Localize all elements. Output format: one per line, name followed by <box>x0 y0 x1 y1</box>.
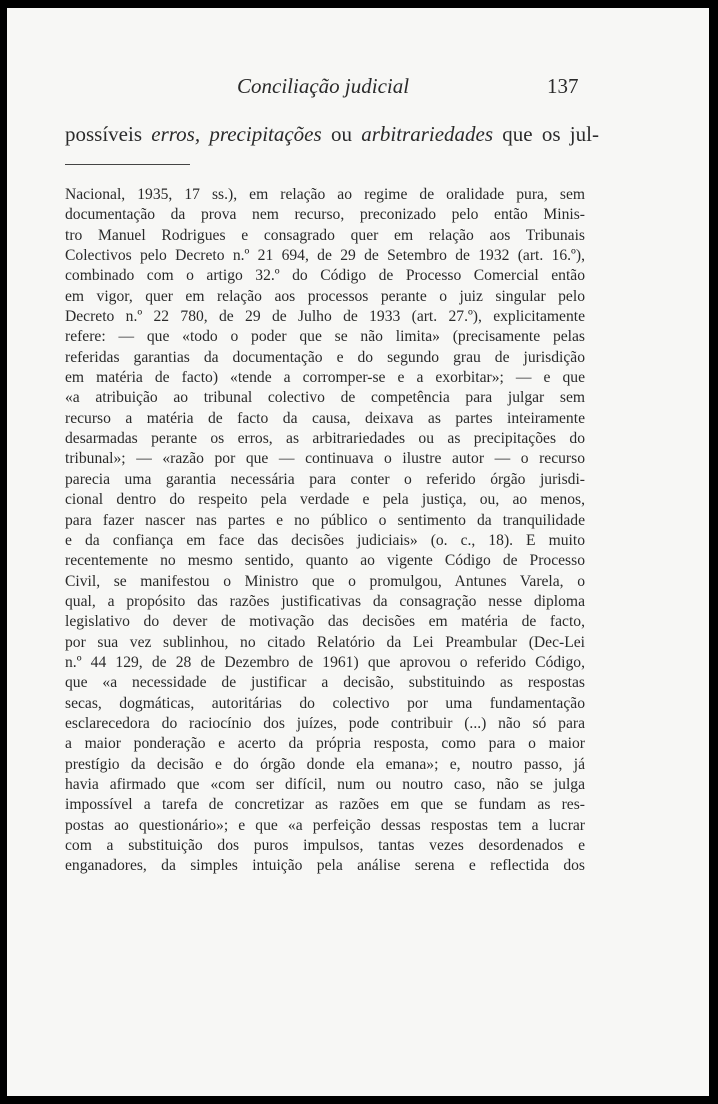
footnote-line: para fazer nascer nas partes e no público o sentimento da tranquilidade <box>65 511 585 529</box>
footnote-line: a maior ponderação e acerto da própria resposta, como para o maior <box>65 735 585 753</box>
footnote-line: impossível a tarefa de concretizar as razões em que se fundam as res- <box>65 796 585 814</box>
running-title: Conciliação judicial <box>237 74 410 98</box>
lead-italic-errors: erros, <box>151 122 201 146</box>
footnote-line: Decreto n.º 22 780, de 29 de Julho de 1933 (art. 27.º), explicitamente <box>65 308 585 326</box>
footnote-line: n.º 44 129, de 28 de Dezembro de 1961) que aprovou o referido Código, <box>65 653 585 671</box>
footnote-line: esclarecedora do raciocínio dos juízes, pode contribuir (...) não só para <box>65 714 585 732</box>
running-header <box>7 74 709 104</box>
footnote-line: secas, dogmáticas, autoritárias do colectivo por uma fundamentação <box>65 694 585 712</box>
footnote-line: recentemente no mesmo sentido, quanto ao vigente Código de Processo <box>65 552 585 570</box>
footnote-line: em vigor, quer em relação aos processos perante o juiz singular pelo <box>65 287 585 305</box>
footnote-line: «a atribuição ao tribunal colectivo de competência para julgar sem <box>65 389 585 407</box>
body-text-line <box>65 122 599 147</box>
footnote-line: tro Manuel Rodrigues e consagrado quer em relação aos Tribunais <box>65 226 585 244</box>
footnote-line: combinado com o artigo 32.º do Código de Processo Comercial então <box>65 267 585 285</box>
footnote-line: com a substituição dos puros impulsos, tantas vezes desordenados e <box>65 837 585 854</box>
footnote-line: que «a necessidade de justificar a decisão, substituindo as respostas <box>65 674 585 692</box>
footnote-line: e da confiança em face das decisões judiciais» (o. c., 18). E muito <box>65 531 585 549</box>
footnote-line: referidas garantias da documentação e do segundo grau de jurisdição <box>65 348 585 366</box>
footnote-line: refere: — que «todo o poder que se não limita» (precisamente pelas <box>65 328 585 346</box>
footnote-line: Colectivos pelo Decreto n.º 21 694, de 29 de Setembro de 1932 (art. 16.º), <box>65 247 585 265</box>
page-number: 137 <box>547 74 579 98</box>
lead-mid: ou <box>321 122 362 146</box>
footnote-line: documentação da prova nem recurso, preconizado pelo então Minis- <box>65 206 585 224</box>
footnote-line: desarmadas perante os erros, as arbitrariedades ou as precipitações do <box>65 430 585 448</box>
footnote-line: por sua vez sublinhou, no citado Relatório da Lei Preambular (Dec-Lei <box>65 633 585 651</box>
footnote-line: postas ao questionário»; e que «a perfeição dessas respostas tem a lucrar <box>65 816 585 834</box>
footnote-separator-rule <box>65 164 190 165</box>
lead-prefix: possíveis <box>65 122 152 146</box>
lead-italic-precipitations: precipitações <box>209 122 322 146</box>
footnote-line: parecia uma garantia necessária para conter o referido órgão jurisdi- <box>65 470 585 488</box>
footnote-line: legislativo do dever de motivação das decisões em matéria de facto, <box>65 613 585 631</box>
lead-suffix: que os jul- <box>493 122 599 146</box>
footnote-line: cional dentro do respeito pela verdade e pela justiça, ou, ao menos, <box>65 491 585 509</box>
footnote-block <box>65 185 585 877</box>
footnote-line: prestígio da decisão e do órgão donde ela emana»; e, noutro passo, já <box>65 755 585 773</box>
footnote-line: recurso a matéria de facto da causa, deixava as partes inteiramente <box>65 409 585 427</box>
footnote-line: havia afirmado que «com ser difícil, num ou noutro caso, não se julga <box>65 775 585 793</box>
footnote-line: tribunal»; — «razão por que — continuava o ilustre autor — o recurso <box>65 450 585 468</box>
footnote-line: Civil, se manifestou o Ministro que o promulgou, Antunes Varela, o <box>65 572 585 590</box>
footnote-line: enganadores, da simples intuição pela análise serena e reflectida dos <box>65 857 585 875</box>
book-page <box>7 8 709 1096</box>
footnote-line: em matéria de facto) «tende a corromper-se e a exorbitar»; — e que <box>65 369 585 387</box>
footnote-line: qual, a propósito das razões justificativas da consagração nesse diploma <box>65 592 585 610</box>
footnote-line: Nacional, 1935, 17 ss.), em relação ao regime de oralidade pura, sem <box>65 186 585 203</box>
lead-italic-arbitrariness: arbitrariedades <box>361 122 494 146</box>
